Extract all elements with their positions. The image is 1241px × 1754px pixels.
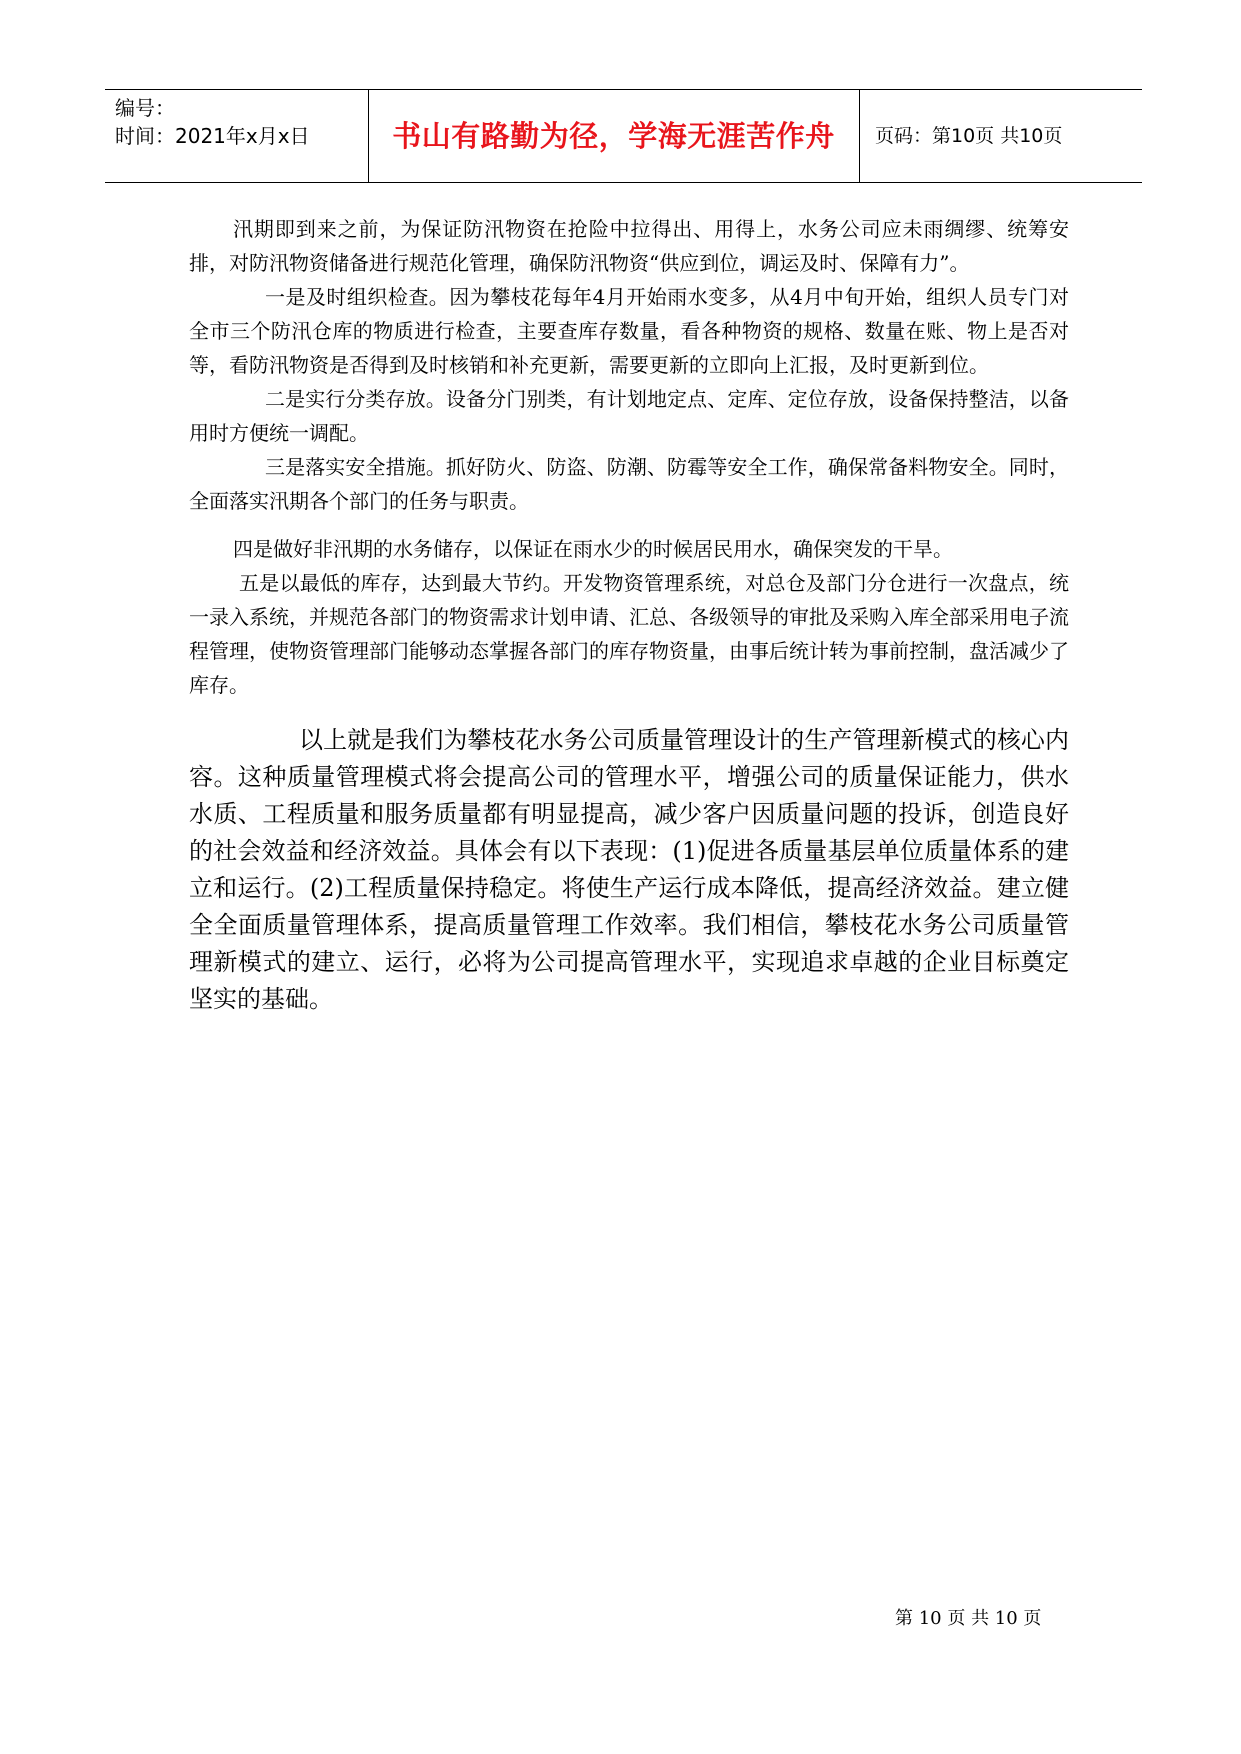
page-footer: 第 10 页 共 10 页 <box>895 1608 1042 1629</box>
header-motto: 书山有路勤为径，学海无涯苦作舟 <box>392 119 835 153</box>
header-page-info: 页码：第10页 共10页 <box>875 125 1063 147</box>
header-meta <box>115 94 310 150</box>
paragraph-point-five: 五是以最低的库存，达到最大节约。开发物资管理系统，对总仓及部门分仓进行一次盘点，统一录入系统，并规范各部门的物资需求计划申请、汇总、各级领导的审批及采购入库全部采用电子流程管理，使物资管理部门能够动态掌握各部门的库存物资量，由事后统计转为事前控制，盘活减少了库存。 <box>189 571 1069 697</box>
paragraph-point-three: 三是落实安全措施。抓好防火、防盗、防潮、防霉等安全工作，确保常备料物安全。同时，全面落实汛期各个部门的任务与职责。 <box>189 455 1069 513</box>
header-divider-right <box>859 90 860 182</box>
paragraph-point-two: 二是实行分类存放。设备分门别类，有计划地定点、定库、定位存放，设备保持整洁，以备用时方便统一调配。 <box>189 387 1069 445</box>
document-body <box>189 212 1069 1018</box>
serial-number-label: 编号： <box>115 96 175 120</box>
paragraph-conclusion: 以上就是我们为攀枝花水务公司质量管理设计的生产管理新模式的核心内容。这种质量管理模式将会提高公司的管理水平，增强公司的质量保证能力，供水水质、工程质量和服务质量都有明显提高，减少客户因质量问题的投诉，创造良好的社会效益和经济效益。具体会有以下表现：(1)促进各质量基层单位质量体系的建立和运行。(2)工程质量保持稳定。将使生产运行成本降低，提高经济效益。建立健全全面质量管理体系，提高质量管理工作效率。我们相信，攀枝花水务公司质量管理新模式的建立、运行，必将为公司提高管理水平，实现追求卓越的企业目标奠定坚实的基础。 <box>189 726 1069 1013</box>
time-label: 时间：2021年x月x日 <box>115 124 310 148</box>
page-header <box>105 89 1142 183</box>
paragraph-point-one: 一是及时组织检查。因为攀枝花每年4月开始雨水变多，从4月中旬开始，组织人员专门对全市三个防汛仓库的物质进行检查，主要查库存数量，看各种物资的规格、数量在账、物上是否对等，看防汛物资是否得到及时核销和补充更新，需要更新的立即向上汇报，及时更新到位。 <box>189 285 1069 377</box>
paragraph-point-four: 四是做好非汛期的水务储存，以保证在雨水少的时候居民用水，确保突发的干旱。 <box>233 537 953 561</box>
paragraph-intro: 汛期即到来之前，为保证防汛物资在抢险中拉得出、用得上，水务公司应未雨绸缪、统筹安排，对防汛物资储备进行规范化管理，确保防汛物资“供应到位，调运及时、保障有力”。 <box>189 217 1069 275</box>
